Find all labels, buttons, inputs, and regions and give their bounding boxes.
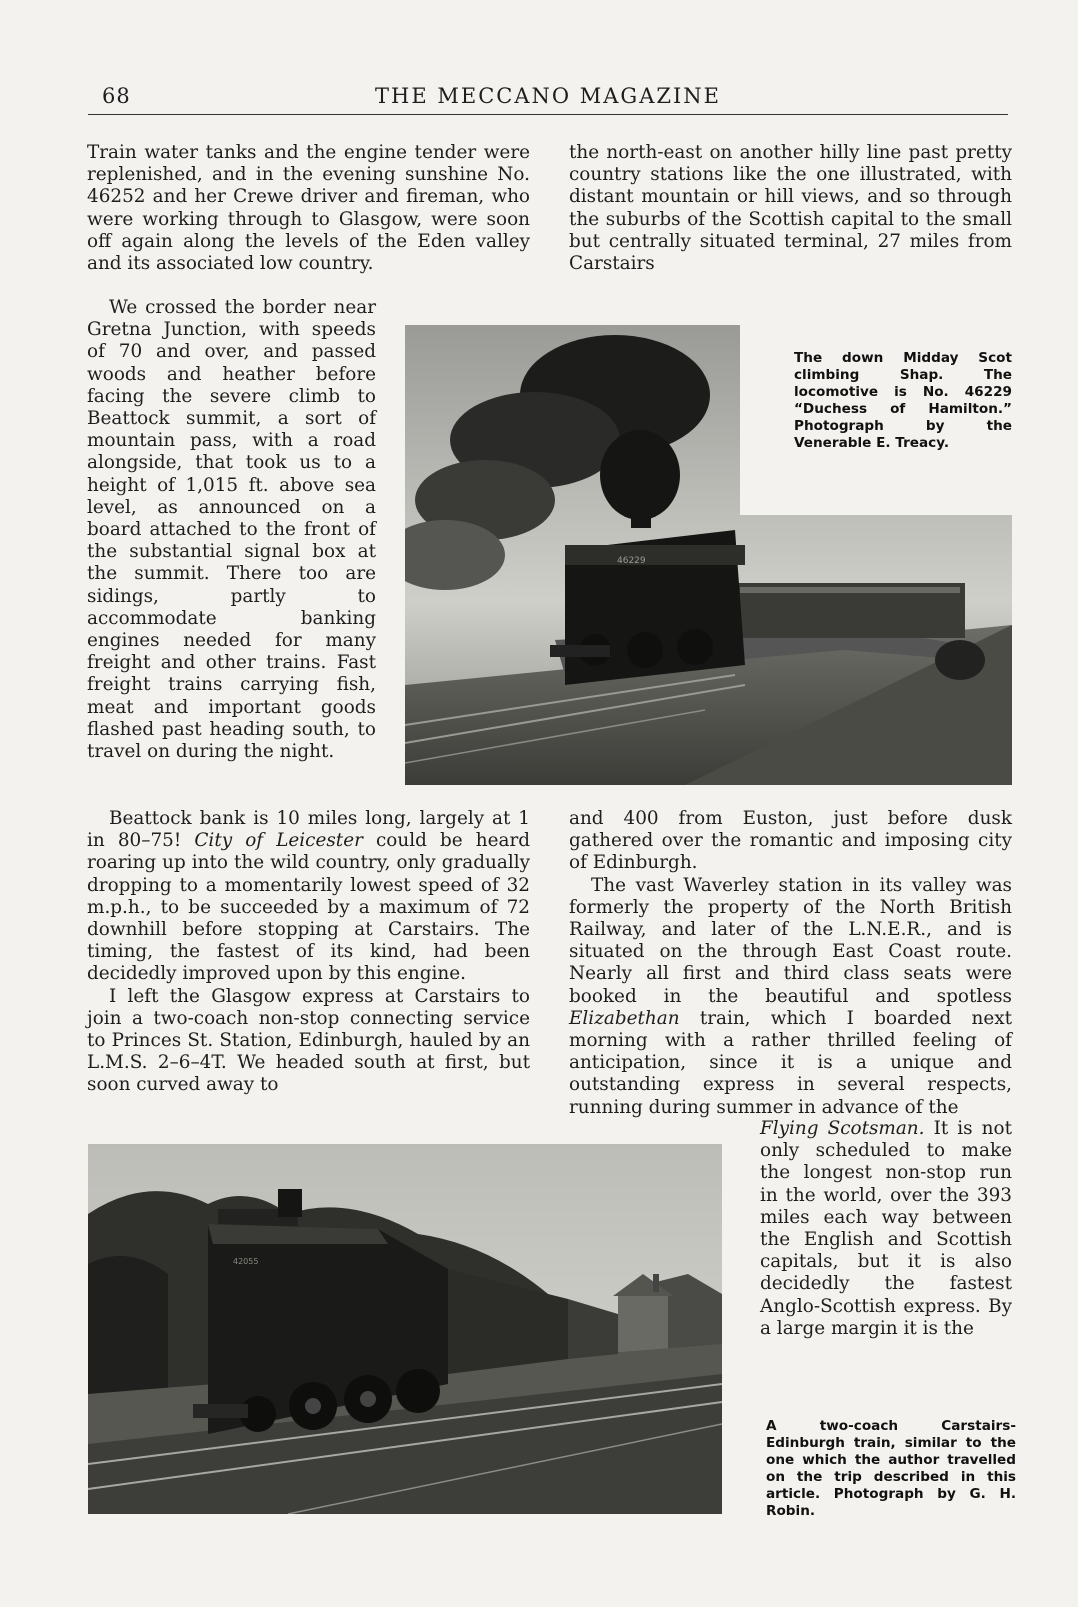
article-column-left-narrow <box>87 297 376 763</box>
caption-top: The down Midday Scot climbing Shap. The locomotive is No. 46229 “Duchess of Hamilton.” Photograph by the Venerable E. Treacy. <box>794 350 1012 451</box>
article-paragraph: the north-east on another hilly line past pretty country stations like the one illustrated, with distant mountain or hill views, and so through the suburbs of the Scottish capital to the small but centrally situated terminal, 27 miles from Carstairs <box>569 142 1012 275</box>
italic-text: Elizabethan <box>569 1007 680 1029</box>
italic-text: Flying Scotsman. <box>760 1118 925 1139</box>
article-column-left-bottom <box>87 808 530 1097</box>
article-column-right-mid <box>569 808 1012 1119</box>
locomotive-number-bottom: 42055 <box>233 1257 259 1266</box>
text-run: It is not only scheduled to make the longest non-stop run in the world, over the 393 miles each way between the English and Scottish capitals, but it is also decidedly the fastest Anglo-Scottish express. By a large margin it is the <box>760 1118 1012 1339</box>
article-paragraph: and 400 from Euston, just before dusk gathered over the romantic and imposing city of Edinburgh. <box>569 808 1012 874</box>
page-header <box>88 84 1008 115</box>
italic-text: City of Leicester <box>194 830 363 852</box>
article-paragraph <box>87 808 530 986</box>
article-paragraph: We crossed the border near Gretna Junction, with speeds of 70 and over, and passed woods and heather before facing the severe climb to Beattock summit, a sort of mountain pass, with a road alongside, that took us to a height of 1,015 ft. above sea level, as announced on a board attached to the front of the substantial signal box at the summit. There too are sidings, partly to accommodate banking engines needed for many freight and other trains. Fast freight trains carrying fish, meat and important goods flashed past heading south, to travel on during the night. <box>87 297 376 763</box>
photo-carstairs-train <box>88 1144 722 1514</box>
magazine-title: THE MECCANO MAGAZINE <box>375 84 721 108</box>
article-paragraph <box>760 1118 1012 1340</box>
text-run: The vast Waverley station in its valley was formerly the property of the North British Railway, and later of the L.N.E.R., and is situated on the through East Coast route. Nearly all first and third class seats were booked in the beautiful and spotless <box>569 874 1012 1007</box>
caption-bottom: A two-coach Carstairs-Edinburgh train, similar to the one which the author travelled on the trip described in this article. Photograph by G. H. Robin. <box>766 1418 1016 1519</box>
article-column-right-narrow <box>760 1118 1012 1340</box>
page-number: 68 <box>102 84 131 108</box>
article-column-left-top <box>87 142 530 275</box>
article-paragraph <box>569 875 1012 1119</box>
article-column-right-top <box>569 142 1012 275</box>
locomotive-number-top: 46229 <box>617 556 646 566</box>
article-paragraph: Train water tanks and the engine tender were replenished, and in the evening sunshine No. 46252 and her Crewe driver and fireman, who were working through to Glasgow, were soon off again along the levels of the Eden valley and its associated low country. <box>87 142 530 275</box>
text-run: could be heard roaring up into the wild country, only gradually dropping to a momentarily lowest speed of 32 m.p.h., to be succeeded by a maximum of 72 downhill before stopping at Carstairs. The timing, the fastest of its kind, had been decidedly improved upon by this engine. <box>87 830 531 985</box>
text-run: train, which I boarded next morning with a rather thrilled feeling of anticipation, since it is a unique and outstanding express in several respects, running during summer in advance of the <box>569 1007 1012 1118</box>
article-paragraph: I left the Glasgow express at Carstairs to join a two-coach non-stop connecting service to Princes St. Station, Edinburgh, hauled by an L.M.S. 2–6–4T. We headed south at first, but soon curved away to <box>87 985 530 1096</box>
text-run: Beattock bank is 10 miles long, largely at 1 in 80–75! <box>87 808 530 852</box>
